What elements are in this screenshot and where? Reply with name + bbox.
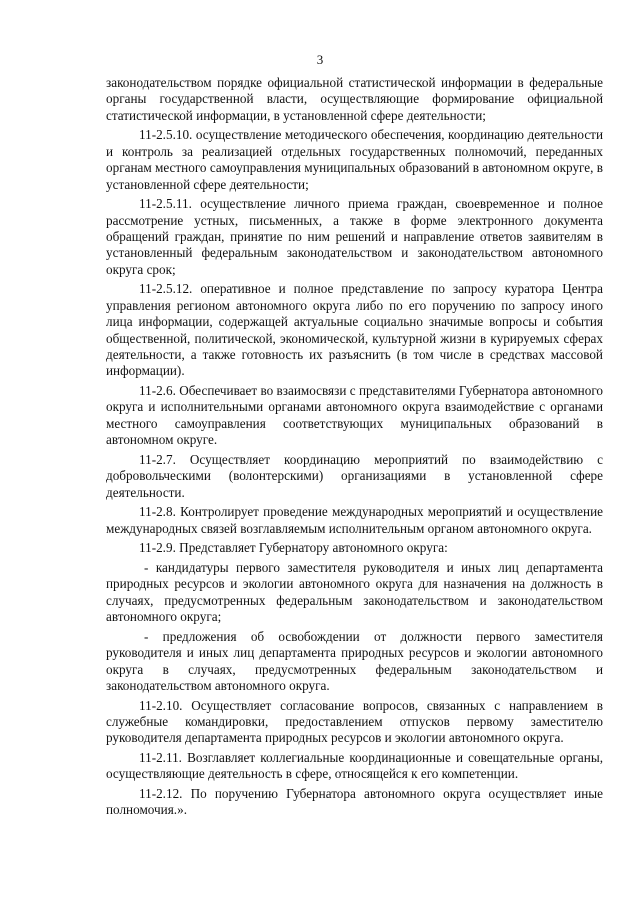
paragraph-11-2-5-11: 11-2.5.11. осуществление личного приема граждан, своевременное и полное рассмотрение устных, письменных, а также в форме электронного документа обращений граждан, принятие по ним решений и направление ответов заявителям в установленный федеральным законодательством и законодательством автономного округа срок; xyxy=(106,196,603,277)
paragraph-11-2-9: 11-2.9. Представляет Губернатору автономного округа: xyxy=(139,540,448,556)
document-body xyxy=(106,75,603,822)
page-number: 3 xyxy=(316,52,324,67)
paragraph-continuation: законодательством порядке официальной статистической информации в федеральные органы государственной власти, осуществляющие формирование официальной статистической информации, в установленной сфере деятельности; xyxy=(106,75,603,123)
paragraph-11-2-11: 11-2.11. Возглавляет коллегиальные координационные и совещательные органы, осуществляющие деятельность в сфере, относящейся к его компетенции. xyxy=(106,749,603,782)
paragraph-11-2-5-12: 11-2.5.12. оперативное и полное представление по запросу куратора Центра управления регионом автономного округа либо по его поручению по запросу иного лица информации, содержащей актуальные социально значимые вопросы и события общественной, политической, экономической, культурной жизни в курируемых сферах деятельности, а также готовность их разъяснить (в том числе в средствах массовой информации). xyxy=(106,281,603,379)
paragraph-11-2-8: 11-2.8. Контролирует проведение международных мероприятий и осуществление международных связей возглавляемым исполнительным органом автономного округа. xyxy=(106,504,603,536)
paragraph-11-2-12: 11-2.12. По поручению Губернатора автономного округа осуществляет иные полномочия.». xyxy=(106,785,603,818)
paragraph-11-2-10: 11-2.10. Осуществляет согласование вопросов, связанных с направлением в служебные командировки, предоставлением отпусков первому заместителю руководителя департамента природных ресурсов и экологии автономного округа. xyxy=(106,697,603,746)
list-item-dismissal-proposals: - предложения об освобождении от должности первого заместителя руководителя и иных лиц департамента природных ресурсов и экологии автономного округа в случаях, предусмотренных федеральным законодательством и законодательством автономного округа. xyxy=(106,628,603,693)
paragraph-11-2-6: 11-2.6. Обеспечивает во взаимосвязи с представителями Губернатора автономного округа и исполнительными органами автономного округа взаимодействие с органами местного самоуправления соответствующих муниципальных образований в автономном округе. xyxy=(106,383,603,448)
paragraph-11-2-7: 11-2.7. Осуществляет координацию мероприятий по взаимодействию с добровольческими (волонтерскими) организациями в установленной сфере деятельности. xyxy=(106,451,603,500)
list-item-candidates: - кандидатуры первого заместителя руководителя и иных лиц департамента природных ресурсов и экологии автономного округа для назначения на должность в случаях, предусмотренных федеральным законодательством и законодательством автономного округа; xyxy=(106,559,603,625)
paragraph-11-2-5-10: 11-2.5.10. осуществление методического обеспечения, координацию деятельности и контроль за реализацией отдельных государственных полномочий, переданных органам местного самоуправления муниципальных образований в автономном округе, в установленной сфере деятельности; xyxy=(106,127,603,192)
